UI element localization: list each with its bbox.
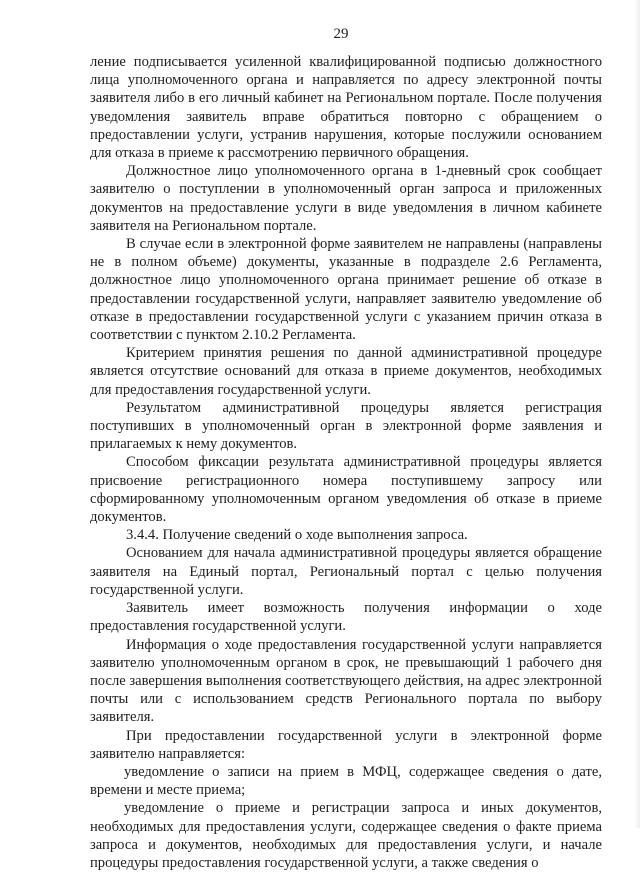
paragraph-8: Основанием для начала административной процедуры является обращение заявителя на Единый портал, Региональный портал с целью получения государственной услуги.: [90, 545, 602, 598]
paragraph-1: ление подписывается усиленной квалифицированной подписью должностного лица уполномоченного органа и направляется по адресу электронной почты заявителя либо в его личный кабинет на Региональном портале. После получения уведомления заявитель вправе обратиться повторно с обращением о предоставлении услуги, устранив нарушения, которые послужили основанием для отказа в приеме к рассмотрению первичного обращения.: [90, 54, 602, 162]
list-item-1: уведомление о записи на прием в МФЦ, содержащее сведения о дате, времени и месте приема;: [90, 763, 602, 799]
paragraph-11: При предоставлении государственной услуги в электронной форме заявителю направляется:: [90, 727, 602, 762]
paragraph-4: Критерием принятия решения по данной административной процедуре является отсутствие оснований для отказа в приеме документов, необходимых для предоставления государственной услуги.: [90, 345, 602, 398]
paragraph-3: В случае если в электронной форме заявителем не направлены (направлены не в полном объеме) документы, указанные в подразделе 2.6 Регламента, должностное лицо уполномоченного органа принимает решение об отказе в предоставлении государственной услуги, направляет заявителю уведомление об отказе в предоставлении государственной услуги с указанием причин отказа в соответствии с пунктом 2.10.2 Регламента.: [90, 236, 602, 344]
paragraph-10: Информация о ходе предоставления государственной услуги направляется заявителю уполномоченным органом в срок, не превышающий 1 рабочего дня после завершения выполнения соответствующего действия, на адрес электронной почты или с использованием средств Регионального портала по выбору заявителя.: [90, 636, 602, 726]
paragraph-6: Способом фиксации результата административной процедуры является присвоение регистрационного номера поступившему запросу или сформированному уполномоченным органом уведомления об отказе в приеме документов.: [90, 454, 602, 526]
paragraph-9: Заявитель имеет возможность получения информации о ходе предоставления государственной услуги.: [90, 600, 602, 635]
document-body: [90, 53, 602, 872]
paragraph-2: Должностное лицо уполномоченного органа в 1-дневный срок сообщает заявителю о поступлении в уполномоченный орган запроса и приложенных документов на предоставление услуги в виде уведомления в личном кабинете заявителя на Региональном портале.: [90, 163, 602, 234]
section-heading-3-4-4: 3.4.4. Получение сведений о ходе выполнения запроса.: [126, 527, 468, 544]
page-number: 29: [333, 26, 349, 42]
list-item-2: уведомление о приеме и регистрации запроса и иных документов, необходимых для предоставления услуги, содержащее сведения о факте приема запроса и документов, необходимых для предоставления услуги, и начале процедуры предоставления государственной услуги, а также сведения о: [90, 800, 602, 871]
paragraph-5: Результатом административной процедуры является регистрация поступивших в уполномоченный орган в электронной форме заявления и прилагаемых к нему документов.: [90, 399, 602, 453]
scan-edge-shadow: [634, 0, 640, 828]
